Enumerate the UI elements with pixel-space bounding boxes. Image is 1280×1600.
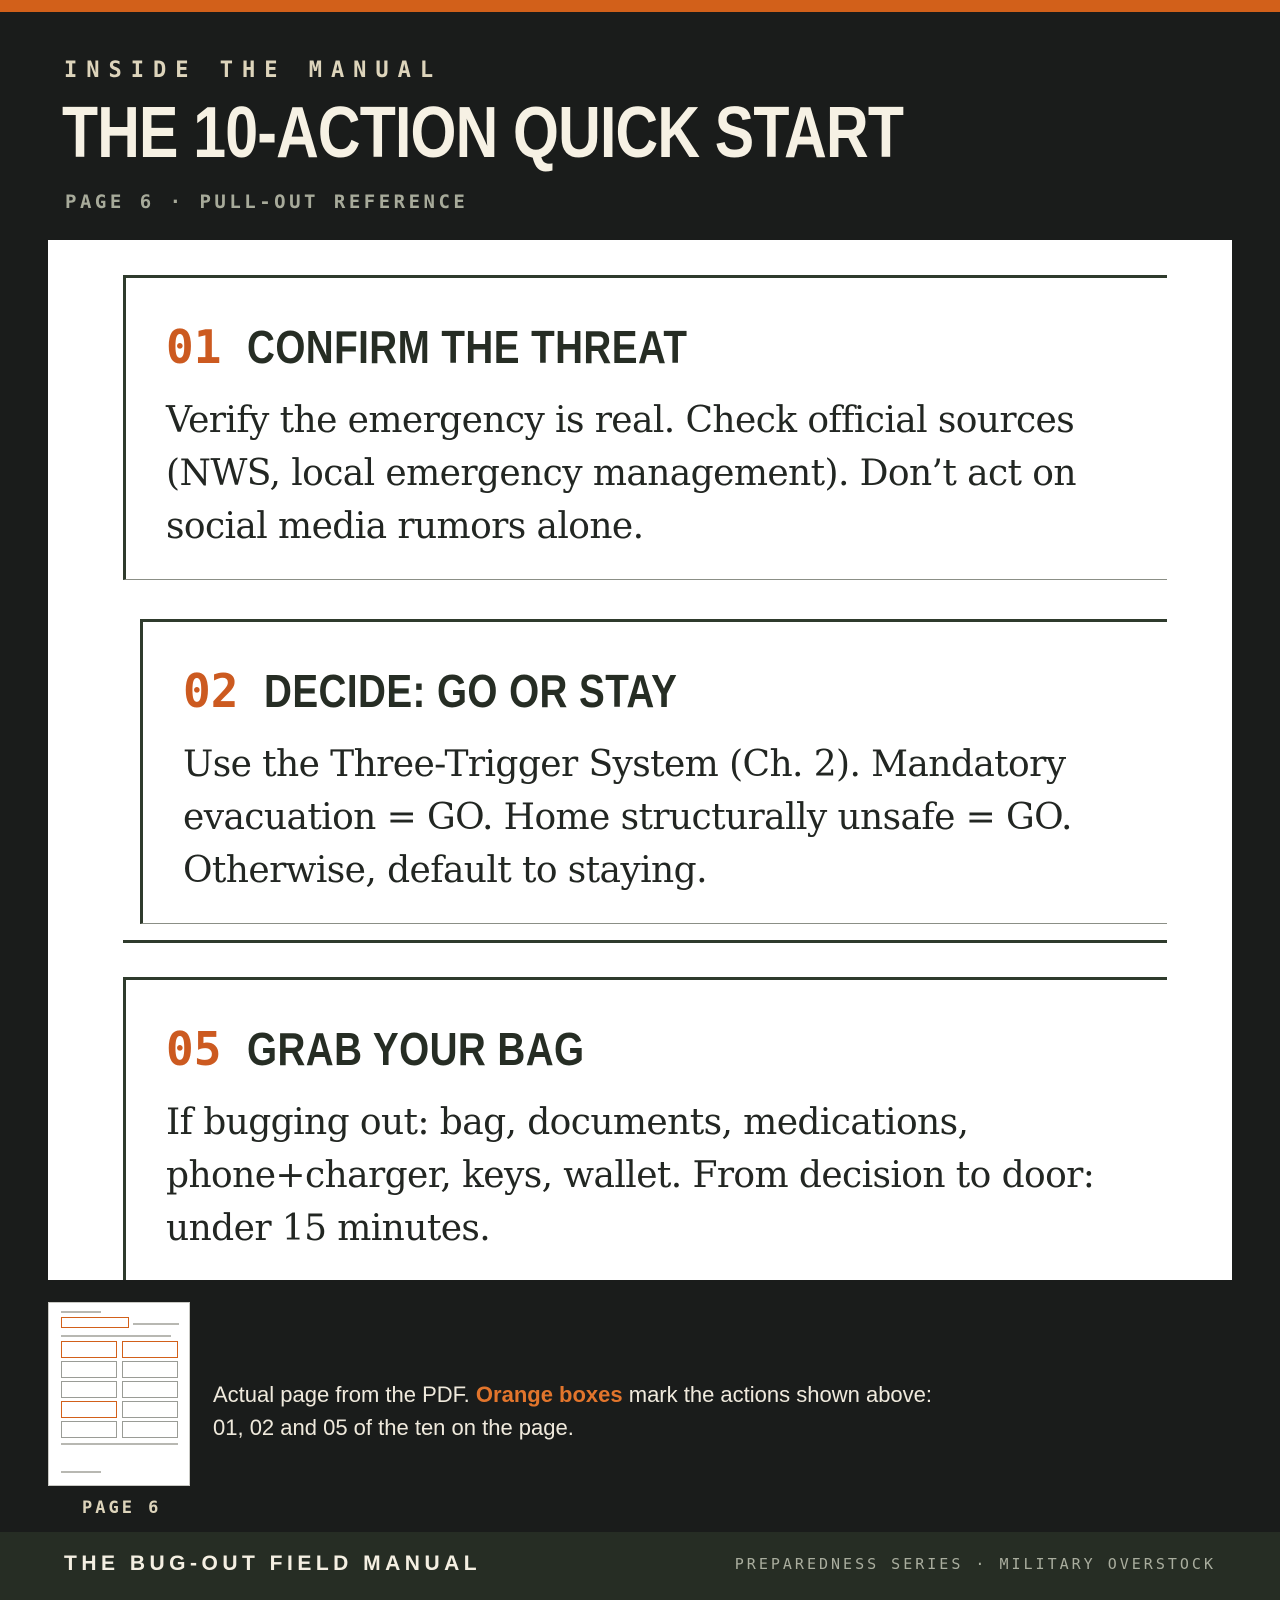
eyebrow-label: INSIDE THE MANUAL	[64, 58, 443, 83]
thumb-line	[61, 1471, 101, 1473]
action-heading: DECIDE: GO OR STAY	[264, 665, 678, 717]
action-card-header	[183, 664, 1127, 720]
thumb-line	[61, 1311, 101, 1313]
action-card-header	[166, 320, 1127, 376]
thumb-box	[122, 1401, 178, 1418]
excerpt-panel	[48, 240, 1232, 1280]
action-heading: GRAB YOUR BAG	[247, 1023, 585, 1075]
thumb-box	[122, 1381, 178, 1398]
thumb-line	[133, 1323, 179, 1325]
caption-highlight: Orange boxes	[475, 1382, 623, 1407]
footer-bar	[0, 1532, 1280, 1600]
thumb-highlight-box	[122, 1341, 178, 1358]
footer-brand: THE BUG-OUT FIELD MANUAL	[64, 1552, 482, 1575]
thumb-line	[61, 1443, 178, 1445]
thumbnail-caption	[213, 1378, 933, 1444]
page-subtitle: PAGE 6 · PULL-OUT REFERENCE	[65, 191, 469, 213]
action-body: If bugging out: bag, documents, medications, phone+charger, keys, wallet. From decision to door: under 15 minutes.	[166, 1102, 1095, 1249]
caption-text: mark the actions shown above: 01, 02 and 05 of the ten on the page.	[213, 1382, 933, 1440]
action-number: 02	[183, 664, 239, 718]
action-card-header	[166, 1022, 1127, 1078]
thumb-highlight-box	[61, 1401, 117, 1418]
footer-series: PREPAREDNESS SERIES · MILITARY OVERSTOCK	[734, 1555, 1216, 1573]
section-divider	[123, 940, 1167, 943]
action-card-05	[123, 977, 1167, 1280]
thumb-highlight-box	[61, 1341, 117, 1358]
page-title: THE 10-ACTION QUICK START	[62, 93, 904, 173]
top-accent-bar	[0, 0, 1280, 12]
thumbnail-label: PAGE 6	[82, 1498, 162, 1518]
action-number: 01	[166, 320, 222, 374]
action-card-01	[123, 275, 1167, 580]
thumb-box	[122, 1421, 178, 1438]
action-card-02	[140, 619, 1167, 924]
page-thumbnail[interactable]	[48, 1302, 190, 1486]
thumb-box	[122, 1361, 178, 1378]
action-number: 05	[166, 1022, 222, 1076]
thumb-box	[61, 1421, 117, 1438]
thumb-box	[61, 1361, 117, 1378]
action-heading: CONFIRM THE THREAT	[247, 321, 688, 373]
caption-text: Actual page from the PDF.	[213, 1382, 476, 1407]
thumb-title-box	[61, 1317, 129, 1328]
action-body: Verify the emergency is real. Check official sources (NWS, local emergency management). Don’t act on social media rumors alone.	[166, 400, 1076, 547]
thumb-box	[61, 1381, 117, 1398]
action-body: Use the Three-Trigger System (Ch. 2). Mandatory evacuation = GO. Home structurally unsafe = GO. Otherwise, default to staying.	[183, 744, 1072, 891]
thumb-line	[61, 1335, 171, 1337]
